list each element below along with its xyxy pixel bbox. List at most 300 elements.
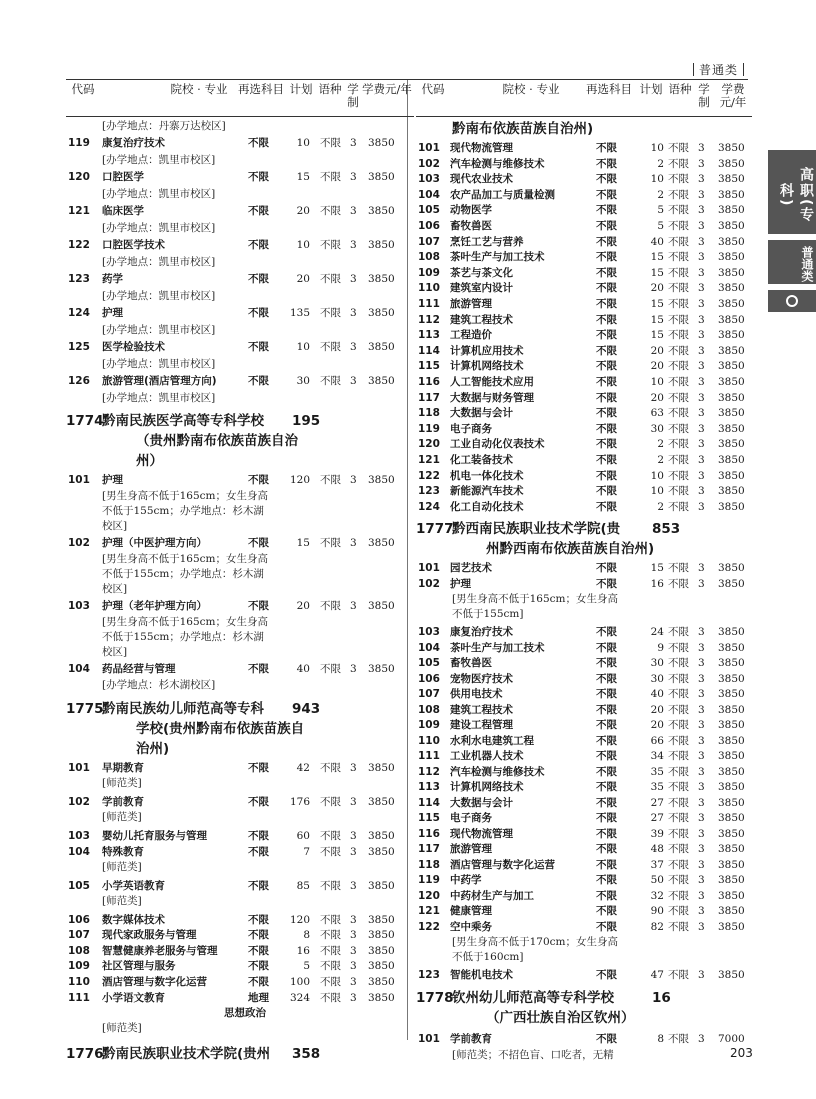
row-lang: 不限: [668, 812, 689, 825]
hdr-fee: 学费元/年: [719, 82, 747, 109]
row-code: 120: [418, 438, 440, 451]
side-tab-category[interactable]: 普通类: [768, 240, 816, 284]
row-plan: 20: [296, 205, 310, 217]
row-plan: 7: [303, 845, 310, 858]
row-code: 114: [418, 796, 440, 809]
row-major: 畜牧兽医: [450, 657, 492, 670]
school-name-line: 州黔西南布依族苗族自治州): [486, 541, 655, 558]
row-fee: 3850: [718, 344, 745, 357]
row-note: 不低于155cm；办学地点：杉木湖: [102, 568, 264, 580]
row-fee: 3850: [718, 796, 745, 809]
row-code: 108: [418, 703, 440, 716]
table-row: [66, 944, 414, 959]
row-lang: 不限: [320, 600, 341, 612]
table-row: [416, 780, 752, 795]
row-years: 3: [350, 913, 357, 926]
table-row: [416, 344, 752, 359]
school-name-line: 黔南民族幼儿师范高等专科: [102, 701, 264, 717]
row-subject: 不限: [596, 313, 617, 326]
table-row: [416, 359, 752, 374]
row-code: 119: [418, 422, 440, 435]
row-major: 数字媒体技术: [102, 913, 165, 926]
row-code: 104: [68, 845, 90, 858]
hdr-code: 代码: [71, 82, 95, 96]
row-code: 104: [418, 641, 440, 654]
hdr-lang: 语种: [668, 82, 692, 96]
row-code: 110: [418, 734, 440, 747]
row-major: 中药学: [450, 874, 482, 887]
row-years: 3: [698, 485, 705, 498]
row-plan: 5: [657, 220, 664, 232]
row-fee: 3850: [718, 889, 745, 902]
row-subject: 不限: [596, 626, 617, 639]
row-fee: 3850: [368, 944, 395, 957]
row-lang: 不限: [320, 976, 341, 988]
row-major: 工业自动化仪表技术: [450, 438, 545, 451]
row-plan: 10: [296, 239, 310, 251]
row-years: 3: [698, 204, 705, 217]
table-row: [416, 687, 752, 702]
row-code: 119: [68, 137, 90, 149]
row-code: 126: [68, 375, 90, 387]
row-lang: 不限: [668, 641, 689, 654]
row-code: 116: [418, 827, 440, 840]
table-row: [416, 297, 752, 312]
row-fee: 3850: [368, 830, 395, 842]
row-lang: 不限: [668, 251, 689, 264]
row-subject: 不限: [596, 765, 617, 778]
row-code: 123: [418, 485, 440, 498]
row-years: 3: [698, 750, 705, 763]
row-plan: 82: [650, 920, 664, 933]
row-major: 计算机网络技术: [450, 781, 524, 794]
row-years: 3: [698, 251, 705, 264]
row-years: 3: [698, 562, 705, 575]
row-lang: 不限: [320, 796, 341, 808]
row-major: 康复治疗技术: [102, 137, 165, 149]
row-major: 建设工程管理: [450, 719, 513, 732]
row-years: 3: [698, 469, 705, 482]
row-years: 3: [698, 905, 705, 918]
row-plan: 2: [657, 157, 664, 170]
row-lang: 不限: [320, 663, 341, 675]
row-major: 特殊教育: [102, 845, 144, 858]
row-major: 中药材生产与加工: [450, 889, 534, 902]
table-row: [416, 796, 752, 811]
row-fee: 3850: [718, 719, 745, 732]
row-years: 3: [350, 273, 357, 285]
row-subject: 不限: [596, 641, 617, 654]
row-code: 110: [418, 282, 440, 295]
header-tag-text: 普通类: [699, 63, 739, 77]
row-note: [师范类]: [102, 777, 142, 789]
table-row: [66, 136, 414, 151]
hdr-years: 学制: [698, 82, 710, 109]
table-row: [66, 306, 414, 321]
row-major: 烹饪工艺与营养: [450, 235, 524, 248]
row-lang: 不限: [320, 307, 341, 319]
table-row-extra: [66, 1006, 414, 1021]
row-subject: 不限: [248, 663, 269, 675]
row-fee: 3850: [368, 307, 395, 319]
row-subject: 不限: [596, 188, 617, 201]
row-code: 122: [418, 920, 440, 933]
row-fee: 3850: [368, 845, 395, 858]
row-years: 3: [350, 205, 357, 217]
row-subject: 不限: [596, 657, 617, 670]
row-lang: 不限: [668, 188, 689, 201]
row-lang: 不限: [668, 889, 689, 902]
row-code: 108: [418, 251, 440, 264]
row-lang: 不限: [668, 657, 689, 670]
table-row: [416, 281, 752, 296]
row-years: 3: [698, 781, 705, 794]
row-note: 校区]: [102, 520, 128, 532]
row-years: 3: [350, 830, 357, 842]
row-subject: 不限: [596, 843, 617, 856]
row-lang: 不限: [668, 858, 689, 871]
row-major: 机电一体化技术: [450, 469, 524, 482]
table-row: [416, 920, 752, 935]
row-years: 3: [350, 537, 357, 549]
row-note: [办学地点：凯里市校区]: [102, 358, 216, 370]
hdr-fee: 学费元/年: [362, 82, 412, 96]
row-plan: 34: [650, 750, 664, 763]
row-subject: 不限: [248, 879, 269, 892]
row-lang: 不限: [320, 341, 341, 353]
table-row: [416, 219, 752, 234]
row-major: 建筑工程技术: [450, 703, 513, 716]
row-fee: 3850: [718, 765, 745, 778]
row-plan: 15: [650, 298, 664, 310]
row-lang: 不限: [320, 879, 341, 892]
table-row: [416, 1032, 752, 1047]
row-note: [男生身高不低于165cm；女生身高: [102, 616, 268, 628]
row-plan: 15: [650, 266, 664, 279]
row-fee: 3850: [718, 843, 745, 856]
table-row: [416, 703, 752, 718]
row-code: 107: [418, 688, 440, 701]
row-code: 101: [418, 562, 440, 575]
row-fee: 3850: [718, 313, 745, 326]
row-lang: 不限: [668, 313, 689, 326]
row-subject: 不限: [596, 500, 617, 513]
row-note: [办学地点：凯里市校区]: [102, 392, 216, 404]
row-major: 工程造价: [450, 329, 492, 342]
row-plan: 16: [650, 577, 664, 590]
row-lang: 不限: [668, 469, 689, 482]
table-row: [416, 453, 752, 468]
table-row: [416, 313, 752, 328]
hdr-years: 学制: [347, 82, 359, 109]
row-fee: 3850: [368, 205, 395, 217]
row-plan: 66: [650, 734, 664, 747]
row-major: 临床医学: [102, 205, 144, 217]
row-code: 118: [418, 407, 440, 420]
row-major: 护理: [450, 577, 471, 590]
row-major: 现代物流管理: [450, 142, 513, 154]
table-row: [416, 500, 752, 515]
hdr-plan: 计划: [639, 82, 663, 96]
row-fee: 3850: [718, 905, 745, 918]
school-count: 358: [292, 1045, 321, 1062]
row-plan: 15: [650, 313, 664, 326]
row-major: 学前教育: [102, 796, 144, 808]
row-subject: 不限: [596, 688, 617, 701]
row-plan: 16: [296, 944, 310, 957]
school-name-line: 州）: [136, 453, 163, 469]
row-years: 3: [350, 375, 357, 387]
row-plan: 120: [289, 474, 310, 486]
row-code: 120: [68, 171, 90, 183]
row-lang: 不限: [668, 920, 689, 933]
row-years: 3: [698, 235, 705, 248]
row-major: 空中乘务: [450, 920, 492, 933]
row-subject: 不限: [248, 976, 269, 988]
row-major: 护理: [102, 474, 123, 486]
row-subject: 不限: [596, 969, 617, 982]
row-years: 3: [698, 858, 705, 871]
row-plan: 50: [650, 874, 664, 887]
row-years: 3: [698, 298, 705, 310]
table-row: [416, 188, 752, 203]
row-subject: 不限: [596, 173, 617, 186]
table-row: [416, 561, 752, 576]
row-plan: 10: [296, 137, 310, 149]
row-fee: 3850: [718, 657, 745, 670]
row-note: [男生身高不低于170cm；女生身高: [452, 936, 618, 949]
row-plan: 15: [296, 537, 310, 549]
table-row: [416, 375, 752, 390]
row-lang: 不限: [320, 474, 341, 486]
row-subject: 不限: [596, 204, 617, 217]
row-major: 旅游管理(酒店管理方向): [102, 375, 217, 387]
row-major: 汽车检测与维修技术: [450, 765, 545, 778]
row-plan: 20: [296, 600, 310, 612]
row-subject: 不限: [596, 827, 617, 840]
row-years: 3: [698, 422, 705, 435]
row-major: 护理（老年护理方向）: [102, 600, 207, 612]
row-years: 3: [698, 657, 705, 670]
table-row: [416, 904, 752, 919]
row-plan: 2: [657, 500, 664, 513]
row-years: 3: [698, 672, 705, 685]
row-years: 3: [698, 438, 705, 451]
row-code: 121: [68, 205, 90, 217]
row-years: 3: [350, 171, 357, 183]
row-major: 现代农业技术: [450, 173, 513, 186]
row-years: 3: [698, 812, 705, 825]
row-code: 106: [68, 913, 90, 926]
row-years: 3: [698, 376, 705, 388]
school-code: 1777: [416, 521, 454, 538]
row-subject: 不限: [596, 344, 617, 357]
row-subject: 不限: [596, 407, 617, 420]
row-code: 112: [418, 313, 440, 326]
row-lang: 不限: [668, 874, 689, 887]
row-note: [办学地点：凯里市校区]: [102, 154, 216, 166]
table-row: [416, 873, 752, 888]
row-years: 3: [350, 976, 357, 988]
row-note: [男生身高不低于165cm；女生身高: [102, 553, 268, 565]
row-subject: 不限: [596, 719, 617, 732]
table-row: [66, 913, 414, 928]
row-major: 康复治疗技术: [450, 626, 513, 639]
row-plan: 2: [657, 188, 664, 201]
row-lang: 不限: [320, 830, 341, 842]
side-tab-level[interactable]: 高职(专科): [768, 150, 816, 234]
table-row: [66, 761, 414, 776]
row-fee: 3850: [718, 173, 745, 186]
row-lang: 不限: [668, 500, 689, 513]
row-fee: 3850: [718, 485, 745, 498]
row-fee: 3850: [718, 469, 745, 482]
row-code: 101: [68, 474, 90, 486]
row-lang: 不限: [668, 344, 689, 357]
row-years: 3: [350, 944, 357, 957]
row-years: 3: [698, 1032, 705, 1045]
row-plan: 8: [657, 1032, 664, 1045]
row-fee: 3850: [718, 220, 745, 232]
row-code: 112: [418, 765, 440, 778]
row-subject: 不限: [248, 913, 269, 926]
school-name-line: 治州): [136, 741, 170, 757]
row-years: 3: [698, 719, 705, 732]
row-fee: 3850: [718, 812, 745, 825]
row-fee: 3850: [718, 407, 745, 420]
school-name-line: 钦州幼儿师范高等专科学校: [452, 989, 614, 1006]
table-row: [416, 172, 752, 187]
row-code: 125: [68, 341, 90, 353]
row-major: 化工装备技术: [450, 454, 513, 466]
row-code: 102: [68, 537, 90, 549]
row-subject: 不限: [248, 830, 269, 842]
row-years: 3: [698, 734, 705, 747]
row-major: 水利水电建筑工程: [450, 734, 534, 747]
row-code: 109: [418, 719, 440, 732]
row-plan: 30: [650, 657, 664, 670]
row-subject: 不限: [596, 750, 617, 763]
row-major: 茶叶生产与加工技术: [450, 251, 545, 264]
table-row: [66, 204, 414, 219]
row-subject: 不限: [248, 762, 269, 774]
school-name-line: 学校(贵州黔南布依族苗族自: [136, 721, 305, 737]
row-major: 畜牧兽医: [450, 220, 492, 232]
row-lang: 不限: [668, 796, 689, 809]
row-note: [办学地点：丹寨万达校区]: [102, 120, 226, 132]
row-subject: 不限: [248, 929, 269, 942]
row-years: 3: [350, 879, 357, 892]
row-note: [办学地点：凯里市校区]: [102, 290, 216, 302]
row-fee: 3850: [718, 251, 745, 264]
row-subject: 不限: [596, 422, 617, 435]
table-row: [416, 641, 752, 656]
row-subject: 不限: [248, 600, 269, 612]
row-note: [办学地点：杉木湖校区]: [102, 679, 216, 691]
school-name-line: 黔南民族职业技术学院(贵州: [102, 1045, 271, 1062]
row-years: 3: [350, 929, 357, 942]
row-fee: 3850: [718, 858, 745, 871]
row-subject-2: 思想政治: [224, 1006, 266, 1019]
row-plan: 32: [650, 889, 664, 902]
column-divider: [407, 80, 408, 1040]
row-years: 3: [350, 600, 357, 612]
row-lang: 不限: [668, 1032, 689, 1045]
row-code: 102: [418, 157, 440, 170]
row-major: 现代家政服务与管理: [102, 929, 197, 942]
row-major: 旅游管理: [450, 843, 492, 856]
table-row: [416, 469, 752, 484]
school-name-line: 黔西南民族职业技术学院(贵: [452, 521, 621, 538]
row-code: 103: [418, 626, 440, 639]
row-years: 3: [350, 796, 357, 808]
row-note: [师范类]: [102, 811, 142, 823]
row-subject: 不限: [596, 220, 617, 232]
left-column: [66, 80, 414, 1062]
row-fee: 3850: [718, 422, 745, 435]
row-lang: 不限: [668, 750, 689, 763]
row-fee: 3850: [368, 991, 395, 1004]
row-lang: 不限: [320, 137, 341, 149]
row-years: 3: [350, 137, 357, 149]
row-fee: 3850: [718, 204, 745, 217]
row-lang: 不限: [668, 719, 689, 732]
table-row: [66, 975, 414, 990]
school-name-line: （贵州黔南布依族苗族自治: [136, 433, 298, 449]
row-major: 口腔医学技术: [102, 239, 165, 251]
school-code: 1776: [66, 1045, 104, 1062]
row-fee: 3850: [718, 438, 745, 451]
row-years: 3: [350, 762, 357, 774]
row-years: 3: [698, 703, 705, 716]
row-fee: 3850: [368, 762, 395, 774]
row-major: 计算机网络技术: [450, 360, 524, 373]
row-code: 116: [418, 376, 440, 388]
row-major: 小学英语教育: [102, 879, 165, 892]
row-plan: 10: [650, 469, 664, 482]
row-years: 3: [350, 307, 357, 319]
row-years: 3: [698, 173, 705, 186]
row-lang: 不限: [320, 929, 341, 942]
table-row: [416, 484, 752, 499]
table-row: [416, 391, 752, 406]
table-row: [66, 473, 414, 488]
row-major: 大数据与财务管理: [450, 391, 534, 404]
row-plan: 10: [650, 142, 664, 154]
row-plan: 48: [650, 843, 664, 856]
row-major: 计算机应用技术: [450, 344, 524, 357]
row-fee: 3850: [368, 796, 395, 808]
row-major: 茶艺与茶文化: [450, 266, 513, 279]
row-subject: 不限: [596, 858, 617, 871]
row-code: 113: [418, 329, 440, 342]
row-plan: 30: [296, 375, 310, 387]
row-subject: 不限: [248, 375, 269, 387]
row-code: 124: [68, 307, 90, 319]
row-subject: 不限: [596, 298, 617, 310]
row-major: 智能机电技术: [450, 969, 513, 982]
row-subject: 不限: [596, 142, 617, 154]
row-major: 健康管理: [450, 905, 492, 918]
table-row: [416, 656, 752, 671]
row-major: 社区管理与服务: [102, 960, 176, 973]
row-major: 旅游管理: [450, 298, 492, 310]
table-row: [66, 170, 414, 185]
row-subject: 不限: [596, 796, 617, 809]
row-fee: 3850: [368, 663, 395, 675]
row-note: [办学地点：凯里市校区]: [102, 222, 216, 234]
school-count: 943: [292, 701, 321, 717]
